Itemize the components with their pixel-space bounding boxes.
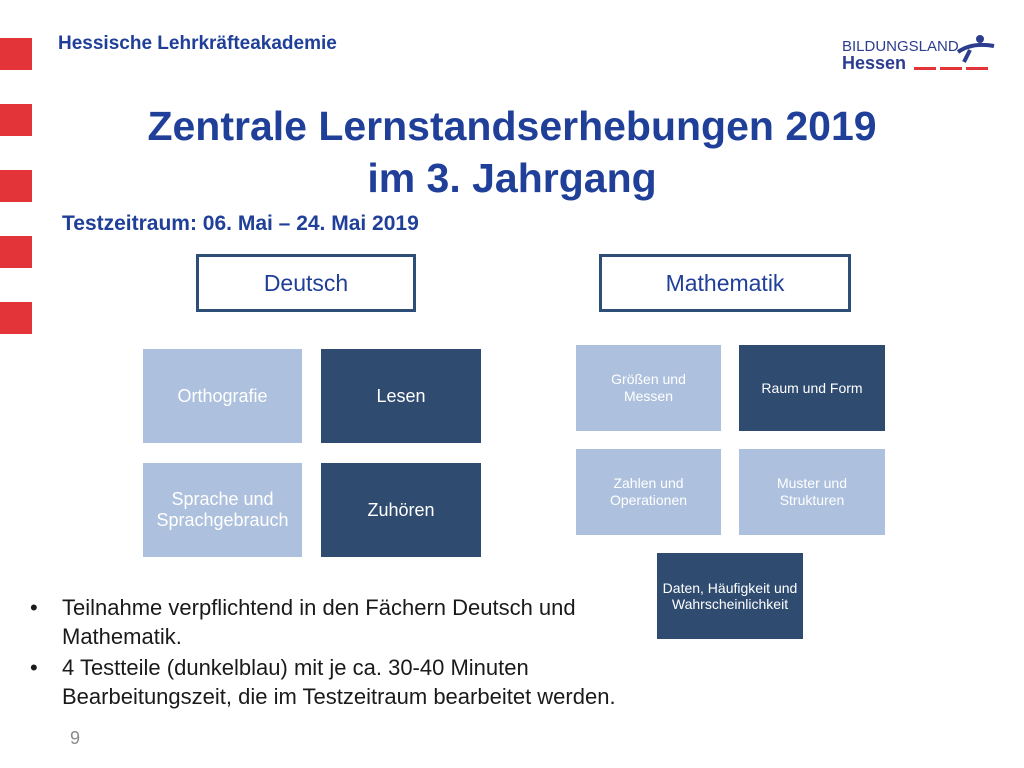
tile-zahlen-operationen bbox=[576, 449, 721, 535]
tile-label: Orthografie bbox=[177, 385, 268, 406]
tile-lesen bbox=[321, 349, 481, 443]
tile-label: Muster und Strukturen bbox=[776, 475, 848, 508]
subject-mathematik: Mathematik bbox=[599, 254, 851, 312]
tile-daten-haeufigkeit bbox=[657, 553, 803, 639]
decor-bar bbox=[0, 38, 32, 70]
tile-muster-strukturen bbox=[739, 449, 885, 535]
bullet-text: 4 Testteile (dunkelblau) mit je ca. 30-40 Minuten Bearbeitungszeit, die im Testzeitraum bearbeitet werden. bbox=[62, 655, 616, 709]
logo-text-bottom: Hessen bbox=[842, 53, 907, 73]
tile-groessen-messen bbox=[576, 345, 721, 431]
academy-name: Hessische Lehrkräfteakademie bbox=[58, 33, 337, 54]
tile-label: Größen und Messen bbox=[611, 371, 686, 404]
tile-label: Sprache und Sprachgebrauch bbox=[156, 489, 289, 530]
tile-sprache bbox=[143, 463, 302, 557]
tile-orthografie bbox=[143, 349, 302, 443]
title-line-2: im 3. Jahrgang bbox=[367, 155, 657, 201]
tile-label: Zuhören bbox=[367, 499, 435, 520]
bildungsland-hessen-logo bbox=[842, 34, 1002, 74]
bullet-dot: • bbox=[30, 595, 38, 620]
person-figure-icon bbox=[842, 34, 1002, 74]
bullet-list bbox=[30, 593, 630, 713]
bullet-text: Teilnahme verpflichtend in den Fächern Deutsch und Mathematik. bbox=[62, 595, 576, 649]
decor-bar bbox=[0, 302, 32, 334]
list-item bbox=[30, 593, 630, 651]
list-item bbox=[30, 653, 630, 711]
bullet-dot: • bbox=[30, 655, 38, 680]
logo-text-top: BILDUNGSLAND bbox=[842, 38, 959, 55]
tile-label: Daten, Häufigkeit und Wahrscheinlichkeit bbox=[662, 580, 798, 612]
tile-label: Raum und Form bbox=[761, 380, 863, 396]
subject-deutsch: Deutsch bbox=[196, 254, 416, 312]
tile-label: Lesen bbox=[376, 385, 426, 406]
test-period: Testzeitraum: 06. Mai – 24. Mai 2019 bbox=[62, 212, 419, 235]
tile-zuhoeren bbox=[321, 463, 481, 557]
decor-bar bbox=[0, 236, 32, 268]
tile-raum-form bbox=[739, 345, 885, 431]
title-line-1: Zentrale Lernstandserhebungen 2019 bbox=[147, 103, 877, 149]
page-number: 9 bbox=[70, 728, 81, 748]
tile-label: Zahlen und Operationen bbox=[609, 475, 688, 508]
page-title bbox=[0, 100, 1024, 204]
